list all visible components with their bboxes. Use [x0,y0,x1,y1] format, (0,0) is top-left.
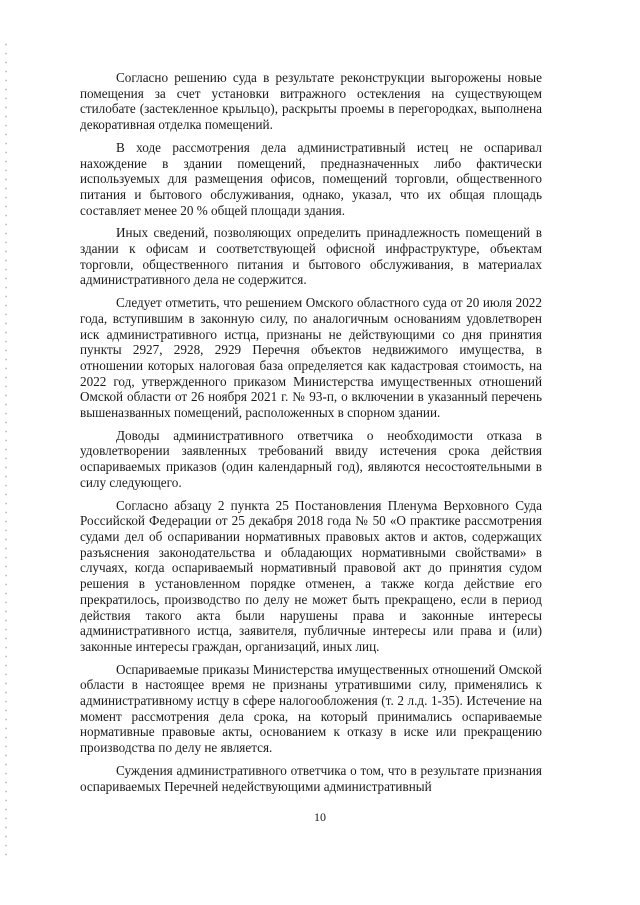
paragraph-defendant-arguments: Доводы административного ответчика о необходимости отказа в удовлетворении заявленных требований ввиду истечения срока действия оспариваемых приказов (один календарный год), являются несостоятельными в силу следующего. [80,427,542,490]
paragraph-premises-area: В ходе рассмотрения дела административный истец не оспаривал нахождение в здании помещений, предназначенных либо фактически используемых для размещения офисов, помещений торговли, общественного питания и бытового обслуживания, однако, указал, что их общая площадь составляет менее 20 % общей площади здания. [80,139,542,218]
paragraph-plenum-resolution: Согласно абзацу 2 пункта 25 Постановления Пленума Верховного Суда Российской Федерации от 25 декабря 2018 года № 50 «О практике рассмотрения судами дел об оспаривании нормативных правовых актов и актов, содержащих разъяснения законодательства и обладающих нормативными свойствами» в случаях, когда оспариваемый нормативный правовой акт до принятия судом решения в установленном порядке отменен, а также когда действие его прекратилось, производство по делу не может быть прекращено, если в период действия такого акта были нарушены права и законные интересы административного истца, заявителя, публичные интересы или права и (или) законные интересы граждан, организаций, иных лиц. [80,497,542,654]
paragraph-orders-status: Оспариваемые приказы Министерства имущественных отношений Омской области в настоящее время не признаны утратившими силу, применялись к административному истцу в сфере налогообложения (т. 2 л.д. 1-35). Истечение на момент рассмотрения дела срока, на который принимались оспариваемые нормативные правовые акты, основанием к отказу в иске или прекращению производства по делу не является. [80,661,542,756]
paragraph-prior-decision: Следует отметить, что решением Омского областного суда от 20 июля 2022 года, вступившим в законную силу, по аналогичным основаниям удовлетворен иск административного истца, признаны не действующими со дня принятия пункты 2927, 2928, 2929 Перечня объектов недвижимого имущества, в отношении которых налоговая база определяется как кадастровая стоимость, на 2022 год, утвержденного приказом Министерства имущественных отношений Омской области от 26 ноября 2021 г. № 93-п, о включении в указанный перечень вышеназванных помещений, расположенных в спорном здании. [80,295,542,421]
paragraph-no-other-info: Иных сведений, позволяющих определить принадлежность помещений в здании к офисам и соответствующей офисной инфраструктуре, объектам торговли, общественного питания и бытового обслуживания, в материалах административного дела не содержится. [80,225,542,288]
paragraph-reconstruction: Согласно решению суда в результате реконструкции выгорожены новые помещения за счет установки витражного остекления на существующем стилобате (застекленное крыльцо), раскрыты проемы в перегородках, выполнена декоративная отделка помещений. [80,70,542,133]
page-number: 10 [314,810,326,824]
paragraph-defendant-judgments: Суждения административного ответчика о том, что в результате признания оспариваемых Перечней недействующими административный [80,762,542,794]
document-body [80,70,542,801]
scan-edge-marks [5,40,7,860]
